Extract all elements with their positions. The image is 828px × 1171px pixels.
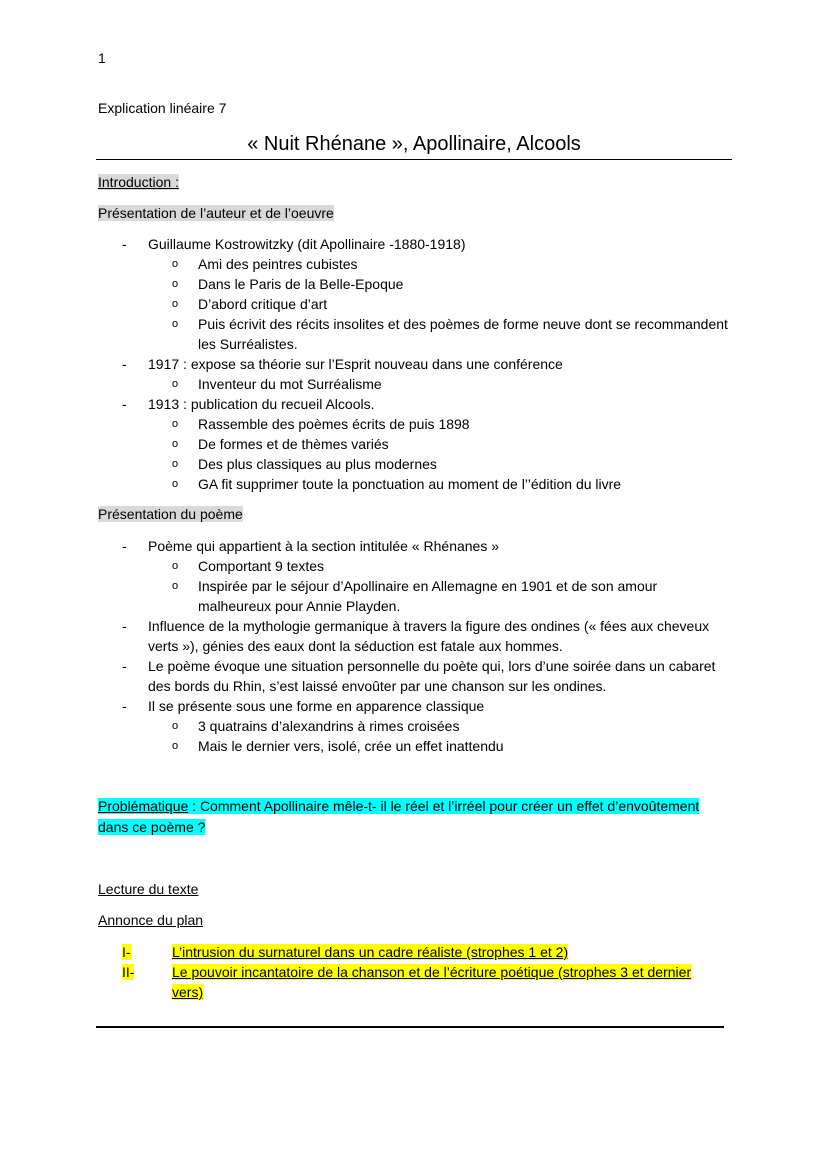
list-item-text: Le poème évoque une situation personnelle du poète qui, lors d’une soirée dans un cabaret (148, 658, 716, 674)
dash-bullet: - (122, 236, 127, 252)
bottom-rule (96, 1026, 724, 1028)
lecture-heading: Lecture du texte (98, 881, 199, 897)
list-item-text: Rassemble des poèmes écrits de puis 1898 (198, 416, 470, 432)
circle-bullet: o (172, 740, 179, 752)
list-item-text: des bords du Rhin, s’est laissé envoûter par une chanson sur les ondines. (148, 678, 607, 694)
list-item-text: Il se présente sous une forme en apparence classique (148, 698, 485, 714)
dash-bullet: - (122, 538, 127, 554)
list-item-text: Guillaume Kostrowitzky (dit Apollinaire -1880-1918) (148, 236, 466, 252)
circle-bullet: o (172, 418, 179, 430)
list-item-text: Des plus classiques au plus modernes (198, 456, 437, 472)
list-item-text: verts »), génies des eaux dont la séduction est fatale aux hommes. (148, 638, 563, 654)
list-item-text: malheureux pour Annie Playden. (198, 598, 401, 614)
circle-bullet: o (172, 580, 179, 592)
circle-bullet: o (172, 258, 179, 270)
problematique-text: : Comment Apollinaire mêle-t- il le réel et l’irréel pour créer un effet d’envoûtement dans ce poème ? (98, 798, 700, 835)
circle-bullet: o (172, 298, 179, 310)
plan-number: II- (122, 964, 135, 980)
document-title: « Nuit Rhénane », Apollinaire, Alcools (247, 133, 581, 155)
poem-section-heading: Présentation du poème (98, 506, 243, 522)
problematique-label: Problématique (98, 798, 189, 814)
dash-bullet: - (122, 356, 127, 372)
circle-bullet: o (172, 720, 179, 732)
circle-bullet: o (172, 458, 179, 470)
circle-bullet: o (172, 378, 179, 390)
dash-bullet: - (122, 396, 127, 412)
list-item-text: 1917 : expose sa théorie sur l’Esprit nouveau dans une conférence (148, 356, 563, 372)
plan-item-text: vers) (172, 984, 204, 1000)
circle-bullet: o (172, 478, 179, 490)
list-item-text: les Surréalistes. (198, 336, 298, 352)
list-item-text: De formes et de thèmes variés (198, 436, 389, 452)
document-subtitle: Explication linéaire 7 (98, 100, 227, 116)
list-item-text: D’abord critique d’art (198, 296, 328, 312)
plan-item-text: L’intrusion du surnaturel dans un cadre réaliste (strophes 1 et 2) (172, 944, 569, 960)
plan-number: I- (122, 944, 131, 960)
plan-item-text: Le pouvoir incantatoire de la chanson et de l’écriture poétique (strophes 3 et dernier (172, 964, 692, 980)
list-item-text: 3 quatrains d’alexandrins à rimes croisées (198, 718, 460, 734)
plan-heading: Annonce du plan (98, 912, 204, 928)
list-item-text: Mais le dernier vers, isolé, crée un effet inattendu (198, 738, 504, 754)
list-item-text: Dans le Paris de la Belle-Epoque (198, 276, 404, 292)
circle-bullet: o (172, 438, 179, 450)
page-number: 1 (98, 50, 106, 66)
list-item-text: Ami des peintres cubistes (198, 256, 358, 272)
dash-bullet: - (122, 618, 127, 634)
circle-bullet: o (172, 318, 179, 330)
author-section-heading: Présentation de l’auteur et de l’oeuvre (98, 205, 334, 221)
list-item-text: 1913 : publication du recueil Alcools. (148, 396, 375, 412)
list-item-text: Comportant 9 textes (198, 558, 325, 574)
circle-bullet: o (172, 560, 179, 572)
title-rule (96, 159, 732, 160)
circle-bullet: o (172, 278, 179, 290)
introduction-heading: Introduction : (98, 174, 179, 190)
list-item-text: GA fit supprimer toute la ponctuation au moment de l’’édition du livre (198, 476, 622, 492)
problematique (98, 796, 728, 838)
dash-bullet: - (122, 698, 127, 714)
dash-bullet: - (122, 658, 127, 674)
list-item-text: Poème qui appartient à la section intitulée « Rhénanes » (148, 538, 500, 554)
list-item-text: Influence de la mythologie germanique à travers la figure des ondines (« fées aux cheveux (148, 618, 710, 634)
list-item-text: Inspirée par le séjour d’Apollinaire en Allemagne en 1901 et de son amour (198, 578, 658, 594)
list-item-text: Inventeur du mot Surréalisme (198, 376, 382, 392)
list-item-text: Puis écrivit des récits insolites et des poèmes de forme neuve dont se recommandent (198, 316, 728, 332)
